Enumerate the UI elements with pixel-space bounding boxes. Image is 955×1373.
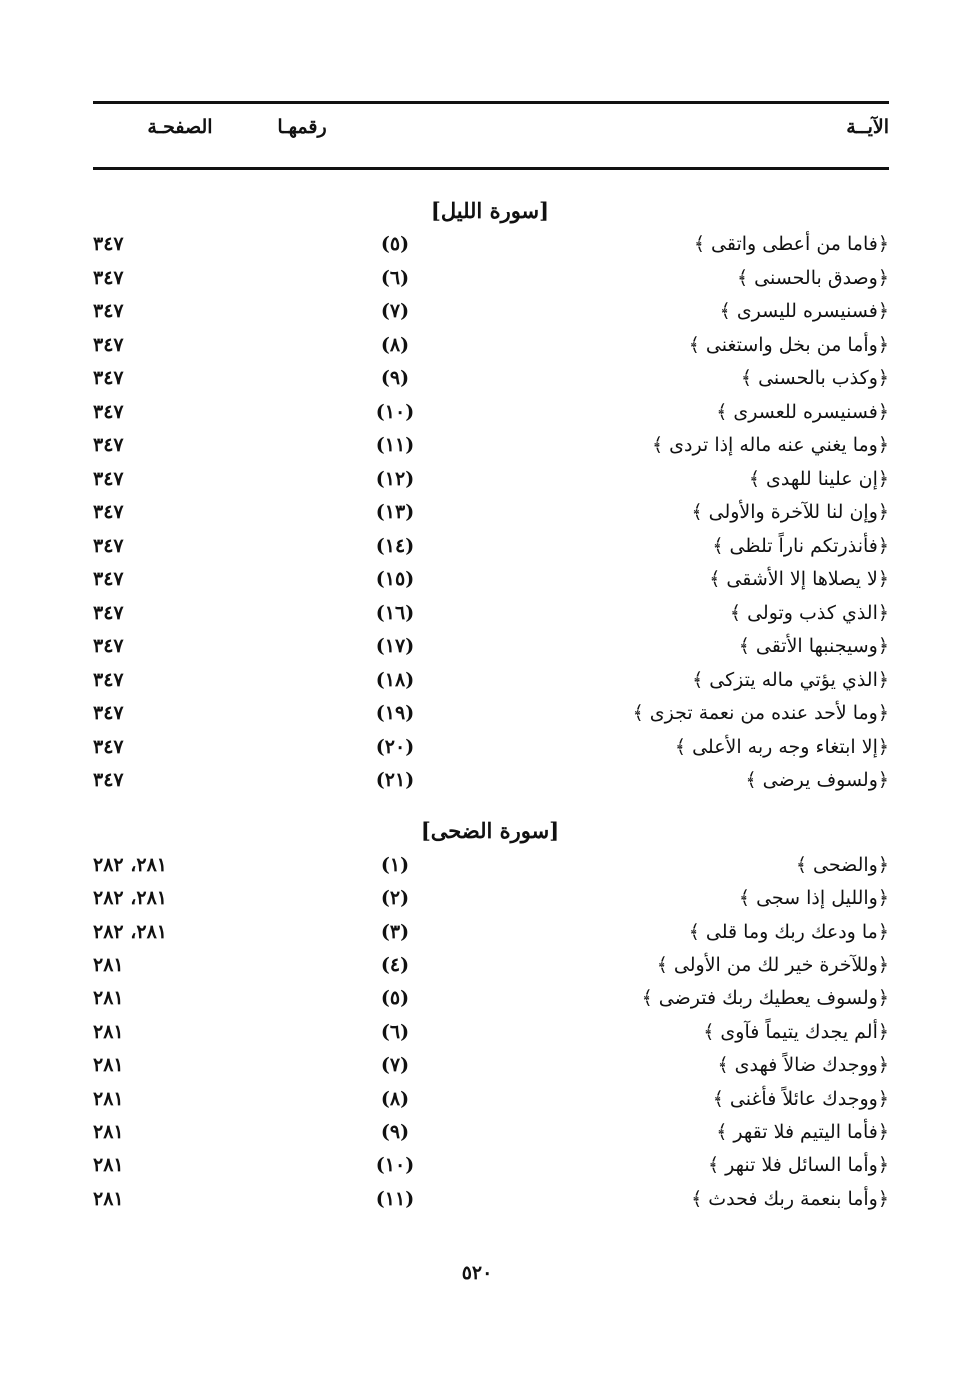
table-row [93,262,893,295]
verse-text: ﴿وأما بنعمة ربك فحدث ﴾ [691,1188,889,1210]
page-reference: ٢٨١ [93,954,124,976]
verse-text: ﴿وأما من بخل واستغنى ﴾ [688,334,889,356]
table-row [93,731,893,764]
page-reference: ٢٨١ [93,987,124,1009]
verse-number: (٨) [380,334,410,356]
table-row [93,764,893,797]
page-reference: ٣٤٧ [93,434,124,456]
verse-number: (٢١) [375,769,415,791]
page-reference: ٣٤٧ [93,769,124,791]
table-row [93,916,893,949]
table-row [93,664,893,697]
page-number: ٥٢٠ [461,1262,493,1284]
page-reference: ٣٤٧ [93,300,124,322]
verse-number: (١٨) [375,669,415,691]
table-row [93,1183,893,1216]
verse-number: (١١) [375,1188,415,1210]
page-reference: ٣٤٧ [93,736,124,758]
verse-text: ﴿فأما اليتيم فلا تقهر ﴾ [716,1121,889,1143]
verse-number: (٩) [380,1121,410,1143]
verse-number: (٢) [380,887,410,909]
verse-number: (١) [380,854,410,876]
verse-text: ﴿وإن لنا للآخرة والأولى ﴾ [691,501,889,523]
page-reference: ٣٤٧ [93,602,124,624]
verse-text: ﴿إلا ابتغاء وجه ربه الأعلى ﴾ [674,736,889,758]
page-reference: ٢٨١، ٢٨٢ [93,887,167,909]
page-reference: ٣٤٧ [93,568,124,590]
verse-text: ﴿ألم يجدك يتيماً فآوى ﴾ [703,1021,889,1043]
page-reference: ٣٤٧ [93,535,124,557]
table-row [93,329,893,362]
page-reference: ٣٤٧ [93,401,124,423]
verse-number: (٥) [380,987,410,1009]
verse-text: ﴿لا يصلاها إلا الأشقى ﴾ [709,568,889,590]
verse-text: ﴿ما ودعك ربك وما قلى ﴾ [688,921,889,943]
page-reference: ٣٤٧ [93,367,124,389]
verse-number: (١٤) [375,535,415,557]
page-reference: ٣٤٧ [93,267,124,289]
verse-text: ﴿والليل إذا سجى ﴾ [738,887,889,909]
page-reference: ٣٤٧ [93,635,124,657]
verse-text: ﴿وما لأحد عنده من نعمة تجزى ﴾ [632,702,889,724]
verse-text: ﴿إن علينا للهدى ﴾ [748,468,889,490]
page-reference: ٢٨١ [93,1188,124,1210]
header-top-rule [93,101,889,104]
verse-text: ﴿وللآخرة خير لك من الأولى ﴾ [656,954,889,976]
table-row [93,949,893,982]
verse-number: (٢٠) [375,736,415,758]
verse-text: ﴿ووجدك ضالاً فهدى ﴾ [717,1054,889,1076]
verse-number: (٥) [380,233,410,255]
verse-text: ﴿وصدق بالحسنى ﴾ [736,267,889,289]
verse-text: ﴿ولسوف يرضى ﴾ [745,769,889,791]
page-reference: ٣٤٧ [93,233,124,255]
verse-number: (١١) [375,434,415,456]
verse-number: (٩) [380,367,410,389]
verse-number: (١٩) [375,702,415,724]
table-row [93,396,893,429]
page-reference: ٣٤٧ [93,702,124,724]
verse-text: ﴿الذي يؤتي ماله يتزكى ﴾ [692,669,889,691]
verse-text: ﴿وكذب بالحسنى ﴾ [740,367,889,389]
verse-text: ﴿ووجدك عائلاً فأغنى ﴾ [712,1088,889,1110]
verse-number: (١٠) [375,1154,415,1176]
section-title: [سورة الليل] [430,198,550,223]
verse-number: (٨) [380,1088,410,1110]
page-reference: ٢٨١، ٢٨٢ [93,921,167,943]
page-reference: ٢٨١ [93,1121,124,1143]
table-row [93,362,893,395]
verse-number: (٧) [380,1054,410,1076]
table-row [93,463,893,496]
verse-text: ﴿وأما السائل فلا تنهر ﴾ [707,1154,889,1176]
page-reference: ٣٤٧ [93,669,124,691]
page-reference: ٢٨١ [93,1088,124,1110]
verse-number: (١٧) [375,635,415,657]
table-row [93,1049,893,1082]
table-row [93,630,893,663]
verse-text: ﴿ولسوف يعطيك ربك فترضى ﴾ [641,987,889,1009]
page-reference: ٢٨١ [93,1154,124,1176]
table-row [93,496,893,529]
table-row [93,429,893,462]
header-bottom-rule [93,167,889,170]
table-row [93,882,893,915]
table-row [93,982,893,1015]
verse-text: ﴿الذي كذب وتولى ﴾ [729,602,889,624]
table-row [93,849,893,882]
page-reference: ٢٨١ [93,1021,124,1043]
table-row [93,530,893,563]
table-row [93,1016,893,1049]
table-row [93,563,893,596]
page-reference: ٢٨١، ٢٨٢ [93,854,167,876]
verse-text: ﴿فأنذرتكم ناراً تلظى ﴾ [712,535,889,557]
section-title: [سورة الضحى] [420,818,560,843]
table-row [93,228,893,261]
table-row [93,1149,893,1182]
table-row [93,1116,893,1149]
table-row [93,1083,893,1116]
verse-number: (١٠) [375,401,415,423]
table-row [93,597,893,630]
verse-text: ﴿فسنيسره لليسرى ﴾ [719,300,889,322]
verse-text: ﴿والضحى ﴾ [795,854,889,876]
column-header-ayah: الآيــة [846,116,889,138]
page-reference: ٣٤٧ [93,468,124,490]
page-reference: ٢٨١ [93,1054,124,1076]
page-reference: ٣٤٧ [93,334,124,356]
verse-number: (١٥) [375,568,415,590]
verse-number: (١٢) [375,468,415,490]
column-header-number: رقمهـا [277,116,327,138]
verse-number: (٤) [380,954,410,976]
verse-text: ﴿فسنيسره للعسرى ﴾ [716,401,889,423]
page-reference: ٣٤٧ [93,501,124,523]
table-row [93,697,893,730]
verse-number: (٣) [380,921,410,943]
verse-text: ﴿وما يغني عنه ماله إذا تردى ﴾ [652,434,889,456]
table-row [93,295,893,328]
verse-number: (٦) [380,1021,410,1043]
verse-number: (٦) [380,267,410,289]
verse-number: (٧) [380,300,410,322]
verse-number: (١٦) [375,602,415,624]
verse-text: ﴿فاما من أعطى واتقى ﴾ [693,233,889,255]
column-header-page: الصفحـة [147,116,213,138]
verse-text: ﴿وسيجنبها الأتقى ﴾ [738,635,889,657]
verse-number: (١٣) [375,501,415,523]
